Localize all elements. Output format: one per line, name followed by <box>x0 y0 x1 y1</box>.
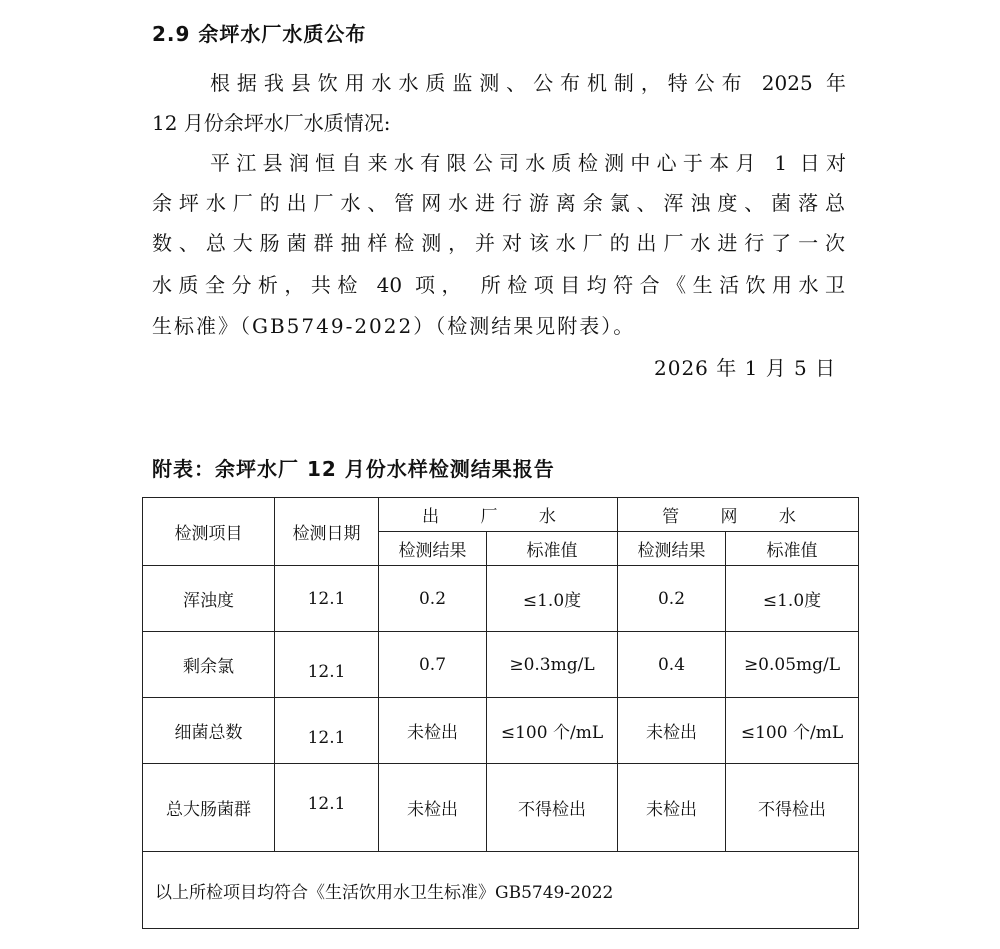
cell-network-standard: ≥0.05mg/L <box>726 632 859 698</box>
paragraph-line: 水质全分析，共检 40 项， 所检项目均符合《生活饮用水卫 <box>152 273 845 297</box>
table-row <box>143 764 859 852</box>
paragraph-line: 根据我县饮用水水质监测、公布机制，特公布 2025 年 <box>210 71 846 95</box>
sub-header-outlet-standard: 标准值 <box>487 532 618 566</box>
cell-network-result: 0.4 <box>618 632 726 698</box>
appendix-title: 附表：余坪水厂 12 月份水样检测结果报告 <box>152 457 555 481</box>
cell-network-standard: 不得检出 <box>726 764 859 852</box>
cell-item: 总大肠菌群 <box>143 764 275 852</box>
cell-outlet-result: 0.7 <box>379 632 487 698</box>
cell-outlet-standard: ≤100 个/mL <box>487 698 618 764</box>
paragraph-line: 平江县润恒自来水有限公司水质检测中心于本月 1 日对 <box>210 151 846 175</box>
date-line: 2026 年 1 月 5 日 <box>654 356 837 380</box>
cell-date: 12.1 <box>275 764 379 852</box>
cell-item: 细菌总数 <box>143 698 275 764</box>
cell-network-standard: ≤100 个/mL <box>726 698 859 764</box>
cell-date: 12.1 <box>275 698 379 764</box>
paragraph-line: 生标准》（GB5749-2022）（检测结果见附表）。 <box>152 314 636 338</box>
sub-header-outlet-result: 检测结果 <box>379 532 487 566</box>
cell-date: 12.1 <box>275 566 379 632</box>
group-header-outlet: 出 厂 水 <box>379 498 618 532</box>
table-row <box>143 632 859 698</box>
table-row <box>143 566 859 632</box>
results-table <box>142 497 859 929</box>
paragraph-line: 数、总大肠菌群抽样检测，并对该水厂的出厂水进行了一次 <box>152 231 845 255</box>
cell-item: 剩余氯 <box>143 632 275 698</box>
paragraph-line: 12 月份余坪水厂水质情况: <box>152 111 391 135</box>
cell-item: 浑浊度 <box>143 566 275 632</box>
table-row <box>143 698 859 764</box>
cell-network-result: 未检出 <box>618 764 726 852</box>
cell-date: 12.1 <box>275 632 379 698</box>
paragraph-line: 余坪水厂的出厂水、管网水进行游离余氯、浑浊度、菌落总 <box>152 191 845 215</box>
group-header-network: 管 网 水 <box>618 498 859 532</box>
cell-outlet-standard: ≥0.3mg/L <box>487 632 618 698</box>
section-heading: 2.9 余坪水厂水质公布 <box>152 22 367 46</box>
cell-network-result: 未检出 <box>618 698 726 764</box>
cell-outlet-result: 未检出 <box>379 698 487 764</box>
cell-outlet-standard: ≤1.0度 <box>487 566 618 632</box>
cell-outlet-result: 0.2 <box>379 566 487 632</box>
cell-outlet-result: 未检出 <box>379 764 487 852</box>
cell-network-result: 0.2 <box>618 566 726 632</box>
cell-outlet-standard: 不得检出 <box>487 764 618 852</box>
sub-header-network-result: 检测结果 <box>618 532 726 566</box>
table-footer-note: 以上所检项目均符合《生活饮用水卫生标准》GB5749-2022 <box>143 852 859 929</box>
col-header-date: 检测日期 <box>275 498 379 566</box>
col-header-item: 检测项目 <box>143 498 275 566</box>
cell-network-standard: ≤1.0度 <box>726 566 859 632</box>
sub-header-network-standard: 标准值 <box>726 532 859 566</box>
